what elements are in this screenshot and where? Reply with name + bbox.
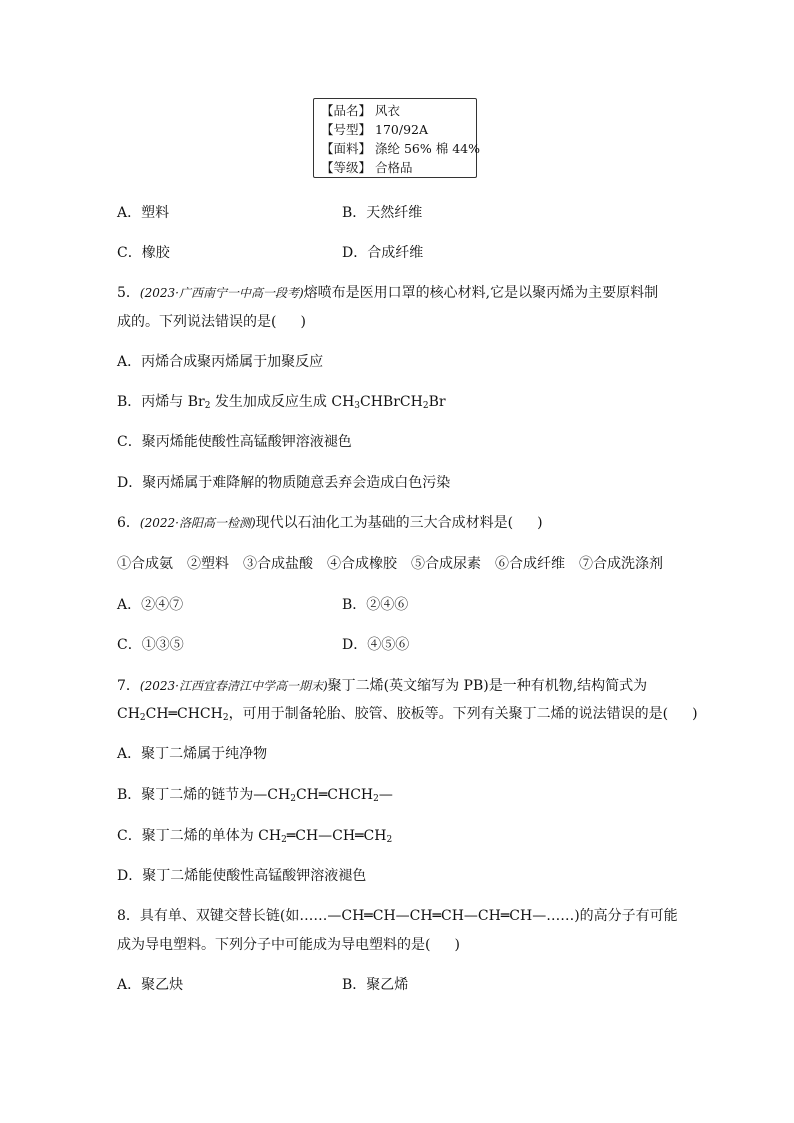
answer-close-paren: )	[537, 515, 543, 531]
label-row-grade	[321, 160, 413, 176]
text-part: B．聚丁二烯的链节为—CH	[117, 787, 291, 803]
q7-option-c[interactable]	[117, 826, 392, 850]
question-stem: ，可用于制备轮胎、胶管、胶板等。下列有关聚丁二烯的说法错误的是(	[228, 706, 669, 722]
text-part: C．聚丁二烯的单体为 CH	[117, 828, 282, 844]
question-number: 8．	[117, 908, 140, 924]
q4-option-a[interactable]: A．塑料	[117, 205, 170, 221]
q5-option-c[interactable]: C．聚丙烯能使酸性高锰酸钾溶液褪色	[117, 434, 352, 450]
q6-option-d[interactable]: D．④⑤⑥	[342, 637, 410, 653]
subscript: 2	[422, 401, 429, 411]
question-stem: 具有单、双键交替长链(如……—CH═CH—CH═CH—CH═CH—……)的高分子有可能	[139, 908, 678, 924]
q8-stem-line-2	[117, 935, 460, 955]
q6-option-a[interactable]: A．②④⑦	[117, 597, 184, 613]
q8-option-a[interactable]: A．聚乙炔	[117, 977, 184, 993]
question-stem: 成的。下列说法错误的是(	[117, 314, 277, 330]
label-key: 【等级】	[321, 160, 372, 175]
q8-option-b[interactable]: B．聚乙烯	[342, 977, 409, 993]
question-stem: 熔喷布是医用口罩的核心材料,它是以聚丙烯为主要原料制	[303, 285, 659, 301]
text-part: B．丙烯与 Br	[117, 394, 205, 410]
text-part: —	[378, 787, 393, 803]
q7-stem-line-2	[117, 704, 698, 728]
text-part: CHBrCH	[360, 394, 423, 410]
label-row-fabric	[321, 141, 480, 157]
question-stem: 成为导电塑料。下列分子中可能成为导电塑料的是(	[117, 937, 431, 953]
label-row-size	[321, 122, 428, 138]
q4-option-b[interactable]: B．天然纤维	[342, 205, 423, 221]
clothing-label-card	[313, 98, 480, 178]
question-source: (2023·江西宜春清江中学高一期末)	[139, 679, 328, 693]
q8-stem-line-1	[117, 906, 678, 926]
question-number: 7．	[117, 678, 140, 694]
text-part: CH═CHCH	[295, 787, 374, 803]
q6-option-b[interactable]: B．②④⑥	[342, 597, 409, 613]
q7-option-a[interactable]: A．聚丁二烯属于纯净物	[117, 746, 268, 762]
label-key: 【号型】	[321, 122, 372, 137]
question-number: 6．	[117, 515, 140, 531]
answer-close-paren: )	[300, 314, 306, 330]
answer-close-paren: )	[454, 937, 460, 953]
label-key: 【面料】	[321, 141, 372, 156]
label-value: 合格品	[375, 160, 413, 175]
question-source: (2022·洛阳高一检测)	[139, 516, 256, 530]
label-value: 170/92A	[375, 122, 429, 137]
subscript: 3	[354, 401, 361, 411]
q6-option-c[interactable]: C．①③⑤	[117, 637, 184, 653]
label-row-name	[321, 103, 400, 119]
question-source: (2023·广西南宁一中高一段考)	[139, 286, 304, 300]
subscript: 2	[204, 401, 211, 411]
q7-option-b[interactable]	[117, 785, 393, 809]
subscript: 2	[373, 794, 379, 804]
label-value: 涤纶 56% 棉 44%	[375, 141, 480, 156]
subscript: 2	[386, 835, 393, 845]
q4-option-d[interactable]: D．合成纤维	[342, 245, 424, 261]
text-part: CH	[117, 706, 140, 722]
text-part: Br	[428, 394, 446, 410]
question-stem: 聚丁二烯(英文缩写为 PB)是一种有机物,结构简式为	[327, 678, 648, 694]
q5-option-a[interactable]: A．丙烯合成聚丙烯属于加聚反应	[117, 354, 324, 370]
subscript: 2	[281, 835, 287, 845]
subscript: 2	[290, 794, 296, 804]
subscript: 2	[139, 713, 146, 723]
q5-stem-line-2	[117, 312, 306, 332]
q4-option-c[interactable]: C．橡胶	[117, 245, 170, 261]
text-part: 发生加成反应生成 CH	[210, 394, 355, 410]
question-number: 5．	[117, 285, 140, 301]
text-part: CH═CHCH	[145, 706, 223, 722]
text-part: ═CH—CH═CH	[286, 828, 387, 844]
q6-item-list: ①合成氨 ②塑料 ③合成盐酸 ④合成橡胶 ⑤合成尿素 ⑥合成纤维 ⑦合成洗涤剂	[117, 556, 663, 572]
subscript: 2	[222, 713, 229, 723]
q7-stem-line-1	[117, 676, 647, 696]
label-key: 【品名】	[321, 103, 372, 118]
q5-stem-line-1	[117, 283, 658, 303]
label-value: 风衣	[375, 103, 401, 118]
q5-option-d[interactable]: D．聚丙烯属于难降解的物质随意丢弃会造成白色污染	[117, 475, 451, 491]
answer-close-paren: )	[692, 706, 698, 722]
question-stem: 现代以石油化工为基础的三大合成材料是(	[255, 515, 514, 531]
q5-option-b[interactable]	[117, 392, 446, 416]
q7-option-d[interactable]: D．聚丁二烯能使酸性高锰酸钾溶液褪色	[117, 868, 367, 884]
q6-stem	[117, 513, 543, 533]
